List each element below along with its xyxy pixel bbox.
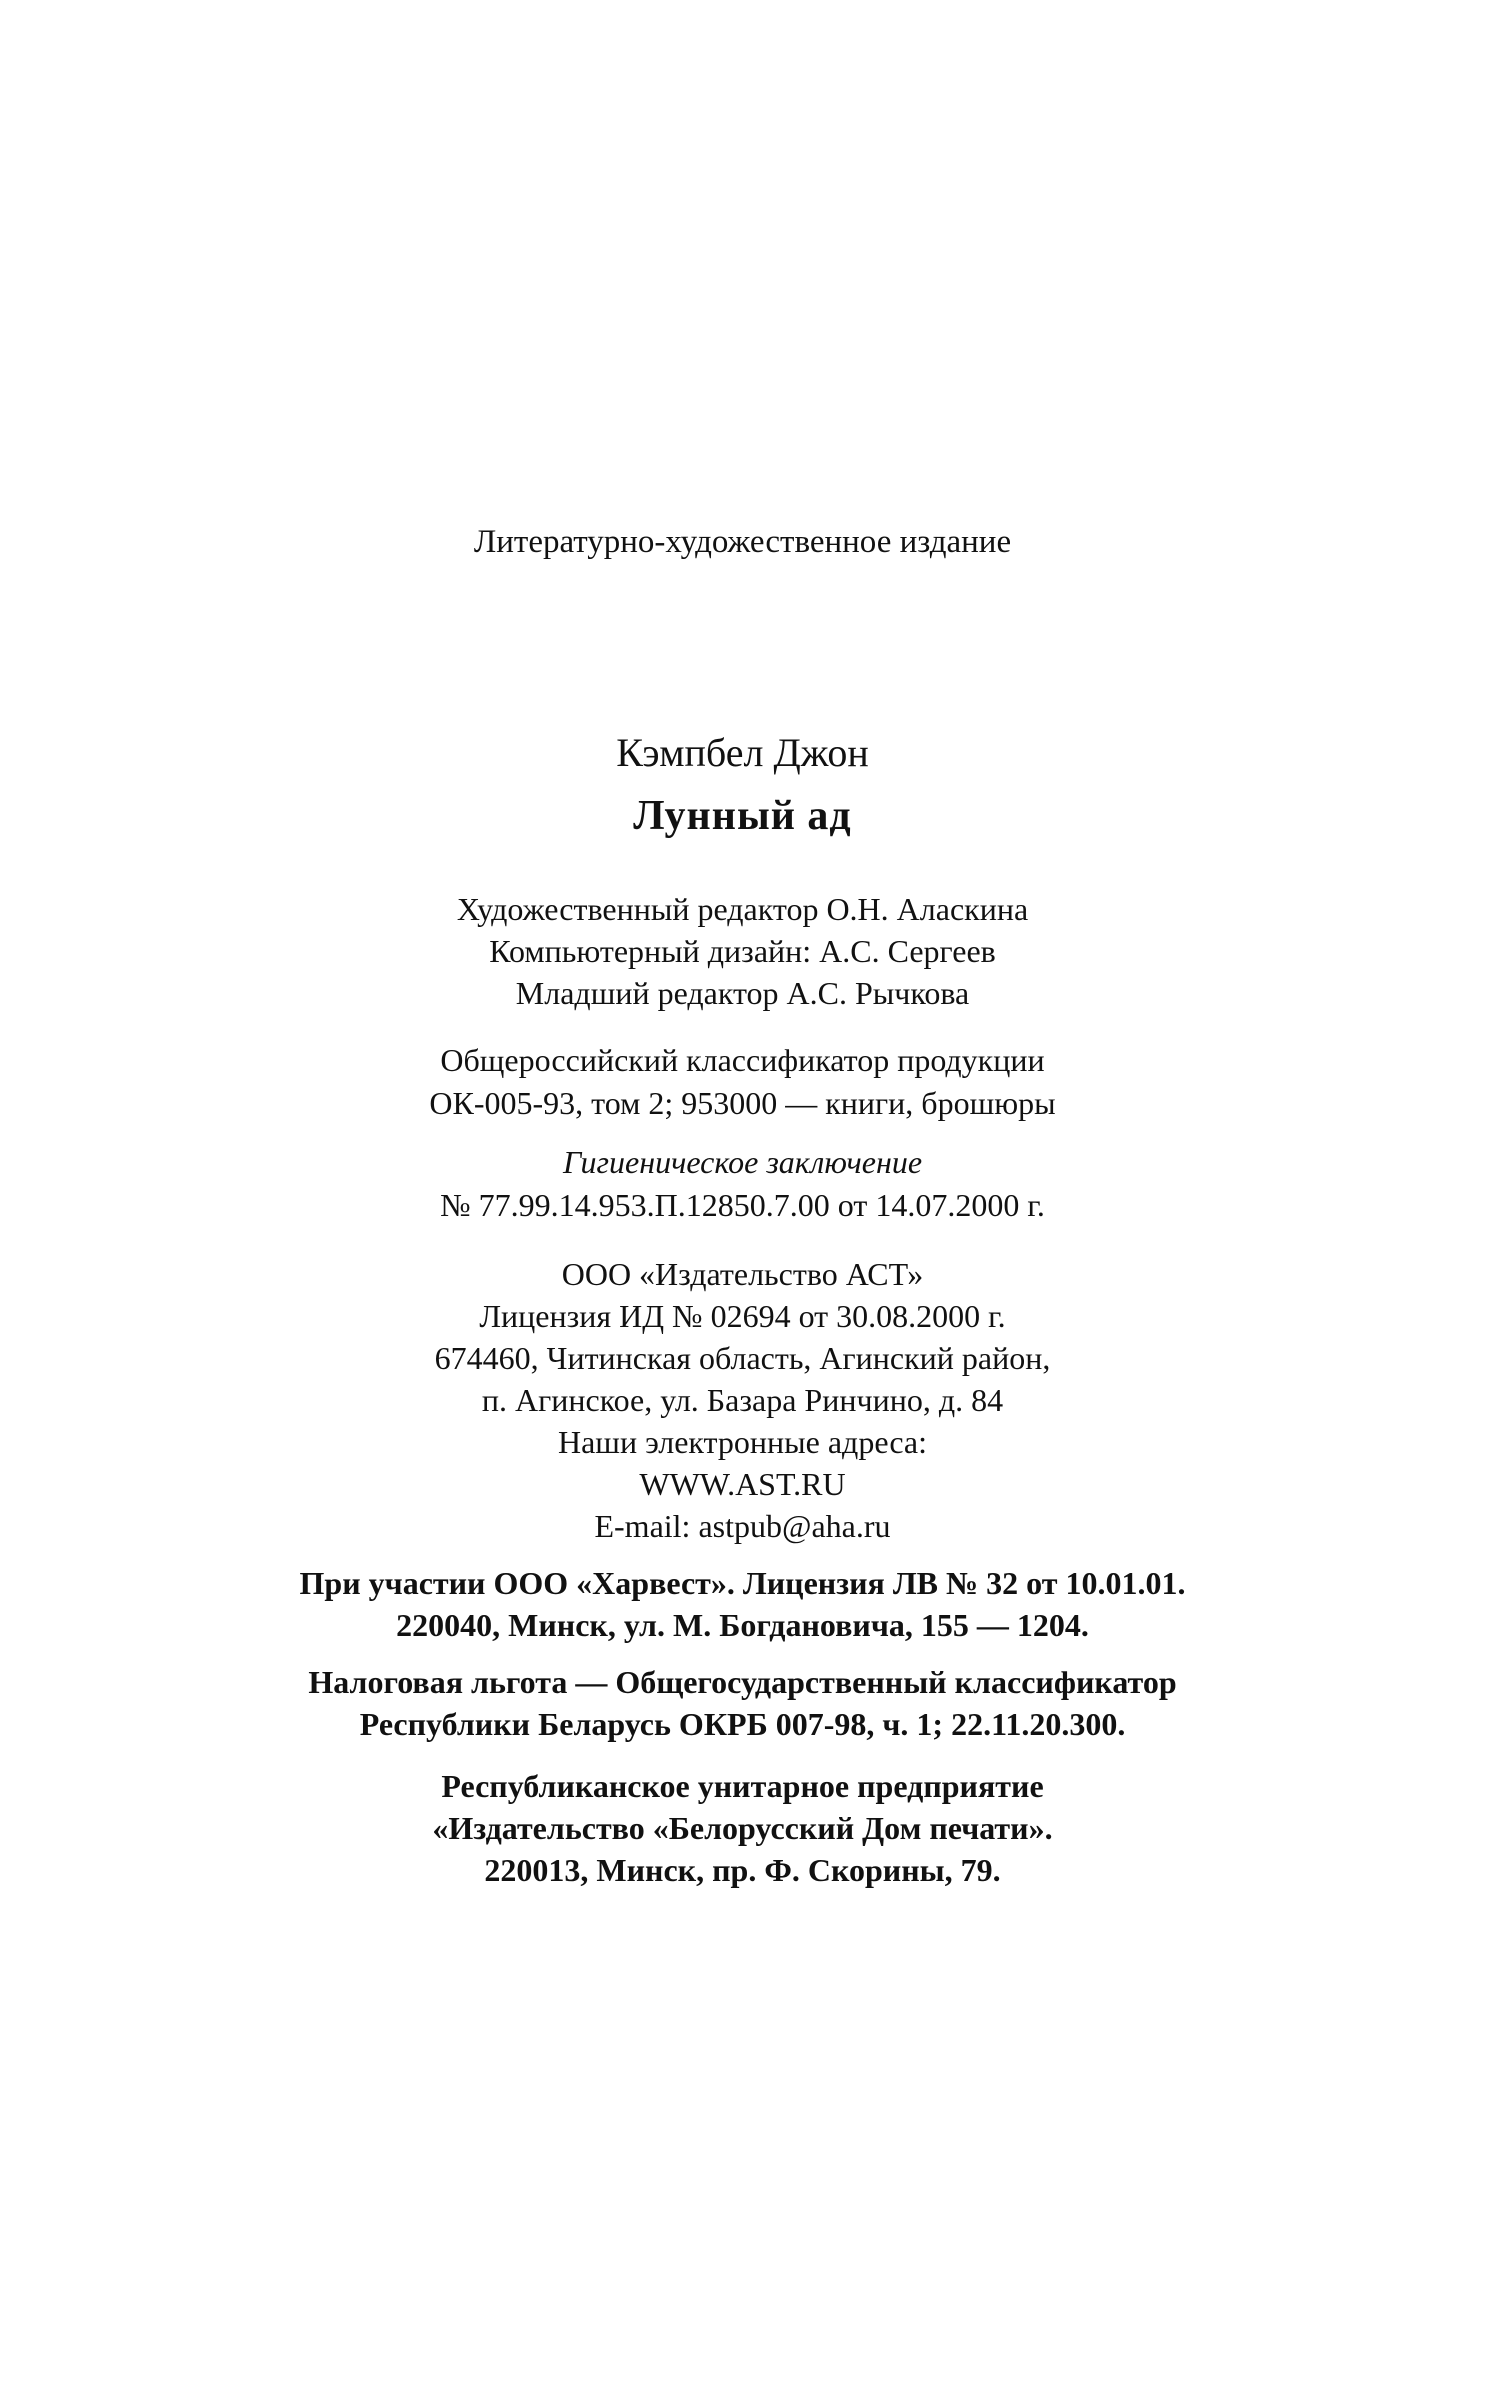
publisher-emails-label: Наши электронные адреса: [557, 1424, 928, 1460]
publisher-website: WWW.AST.RU [639, 1466, 846, 1502]
publisher-address-1: 674460, Читинская область, Агинский район, [434, 1340, 1051, 1376]
classifier-line-2: ОК-005-93, том 2; 953000 — книги, брошюры [429, 1085, 1056, 1121]
classifier-line-1: Общероссийский классификатор продукции [440, 1042, 1045, 1078]
credit-junior-editor: Младший редактор А.С. Рычкова [515, 975, 970, 1011]
publisher-address-2: п. Агинское, ул. Базара Ринчино, д. 84 [481, 1382, 1004, 1418]
author-name: Кэмпбел Джон [616, 730, 869, 775]
credit-designer: Компьютерный дизайн: А.С. Сергеев [489, 933, 996, 969]
printer-line-2: «Издательство «Белорусский Дом печати». [432, 1810, 1053, 1846]
tax-line-2: Республики Беларусь ОКРБ 007-98, ч. 1; 22.11.20.300. [359, 1706, 1126, 1742]
printer-line-3: 220013, Минск, пр. Ф. Скорины, 79. [484, 1852, 1001, 1888]
genre-label: Литературно-художественное издание [473, 524, 1012, 560]
credit-art-editor: Художественный редактор О.Н. Аласкина [456, 891, 1029, 927]
publisher-email: E-mail: astpub@aha.ru [594, 1508, 891, 1544]
harvest-line-2: 220040, Минск, ул. М. Богдановича, 155 — 1204. [396, 1607, 1089, 1643]
tax-line-1: Налоговая льгота — Общегосударственный классификатор [308, 1664, 1177, 1700]
printer-line-1: Республиканское унитарное предприятие [441, 1768, 1044, 1804]
publisher-name: ООО «Издательство АСТ» [561, 1256, 924, 1292]
harvest-line-1: При участии ООО «Харвест». Лицензия ЛВ № 32 от 10.01.01. [299, 1565, 1186, 1601]
hygiene-number: № 77.99.14.953.П.12850.7.00 от 14.07.2000 г. [440, 1187, 1045, 1223]
hygiene-heading: Гигиеническое заключение [562, 1144, 923, 1180]
book-title: Лунный ад [633, 793, 852, 839]
publisher-license: Лицензия ИД № 02694 от 30.08.2000 г. [479, 1298, 1006, 1334]
